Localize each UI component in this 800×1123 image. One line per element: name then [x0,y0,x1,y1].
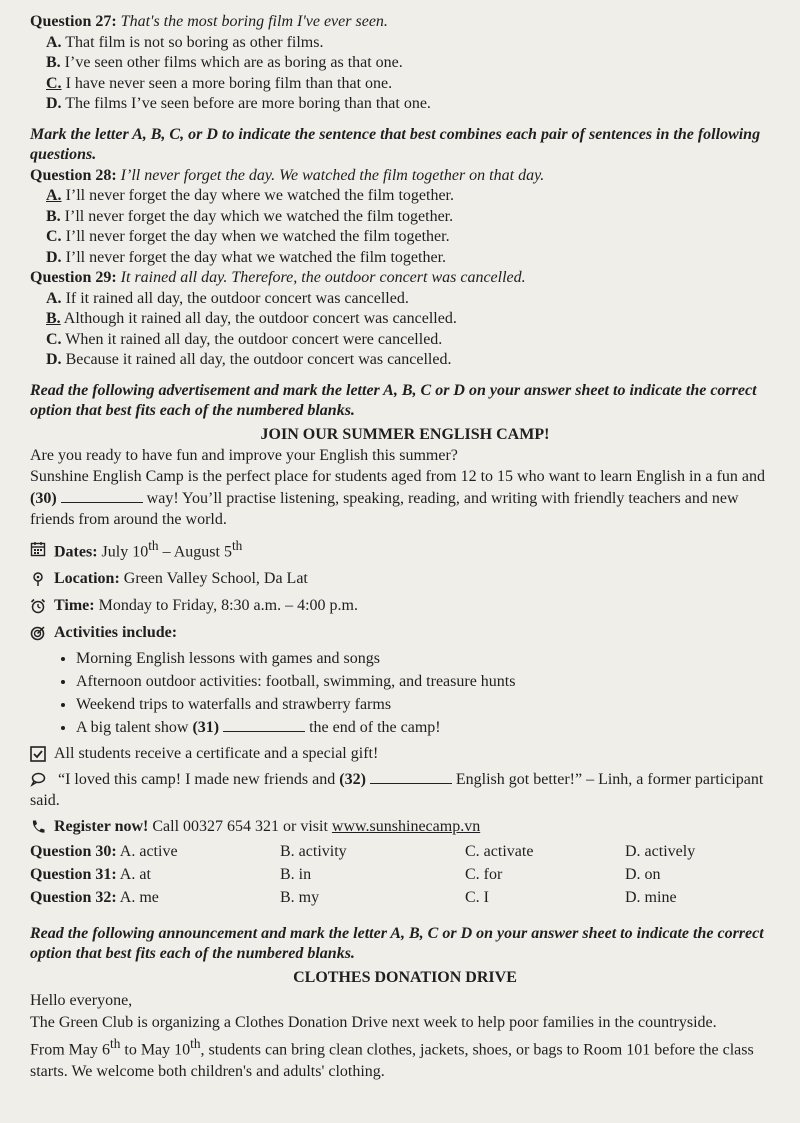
list-item: • Weekend trips to waterfalls and strawberry farms [76,693,780,716]
ad-intro-1: Are you ready to have fun and improve your English this summer? [30,446,458,464]
ad-activities-heading: Activities include: [30,621,780,645]
website-link[interactable]: www.sunshinecamp.vn [331,817,481,835]
blank-31-label: (31) [192,718,220,736]
ad-intro-2: Sunshine English Camp is the perfect place for students aged from 12 to 15 who want to learn English in a fun and (30) way! You’ll practise listening, speaking, reading, and writing with friendly teachers and new friends from around the world. [30,468,765,528]
ad-certificate: All students receive a certificate and a special gift! [30,742,780,766]
option-a: A. If it rained all day, the outdoor concert was cancelled. [46,289,409,307]
question-prompt: That's the most boring film I've ever seen. [120,13,388,30]
blank-32-label: (32) [339,770,366,788]
ad-title: JOIN OUR SUMMER ENGLISH CAMP! [260,425,550,443]
instruction-advertisement: Read the following advertisement and mark the letter A, B, C or D on your answer sheet to indicate the correct option that best fits each of the numbered blanks. [30,381,757,419]
question-29: Question 29: It rained all day. Therefore, the outdoor concert was cancelled. [30,269,526,286]
table-row: Question 30: A. active B. activity C. activate D. actively [30,843,696,861]
speech-bubble-icon [30,771,46,787]
option-c: C. When it rained all day, the outdoor concert were cancelled. [46,330,443,348]
option-c: C. I’ll never forget the day when we watched the film together. [46,228,450,245]
option-a: A. That film is not so boring as other films. [46,33,324,51]
announcement-paragraph-1: The Green Club is organizing a Clothes Donation Drive next week to help poor families in the countryside. [30,1013,717,1031]
ad-location: Location: Green Valley School, Da Lat [30,567,780,591]
table-row: Question 32: A. me B. my C. I D. mine [30,889,677,907]
target-icon [30,625,46,641]
announcement-title: CLOTHES DONATION DRIVE [293,968,517,986]
blank-30 [61,488,143,503]
option-b: B. Although it rained all day, the outdoor concert was cancelled. [46,310,457,327]
option-d: D. The films I’ve seen before are more boring than that one. [46,95,431,112]
announcement-paragraph-2: From May 6th to May 10th, students can bring clean clothes, jackets, shoes, or bags to Room 101 before the class starts. We welcome both children's and adults' clothing. [30,1036,754,1081]
option-a: A. I’ll never forget the day where we watched the film together. [46,187,454,204]
question-label: Question 27: [30,13,117,30]
blank-31 [223,717,305,732]
blank-32 [370,769,452,784]
ad-time: Time: Monday to Friday, 8:30 a.m. – 4:00 p.m. [30,594,780,618]
instruction-combine: Mark the letter A, B, C, or D to indicate the sentence that best combines each pair of sentences in the following questions. [30,125,761,163]
alarm-clock-icon [30,598,46,614]
option-c: C. I have never seen a more boring film than that one. [46,74,393,92]
option-b: B. I’ll never forget the day which we watched the film together. [46,207,454,225]
list-item: • A big talent show (31) the end of the camp! [76,716,780,739]
table-row: Question 31: A. at B. in C. for D. on [30,866,661,884]
blank-30-label: (30) [30,489,57,507]
list-item: • Afternoon outdoor activities: football, swimming, and treasure hunts [76,670,780,693]
calendar-icon [30,541,46,557]
checkbox-icon [30,746,46,762]
list-item: • Morning English lessons with games and songs [76,647,780,670]
ad-quote: “I loved this camp! I made new friends and (32) English got better!” – Linh, a former participant said. [30,770,764,810]
announcement-greeting: Hello everyone, [30,991,133,1009]
option-d: D. Because it rained all day, the outdoor concert was cancelled. [46,351,452,368]
option-b: B. I’ve seen other films which are as boring as that one. [46,54,403,71]
location-pin-icon [30,571,46,587]
instruction-announcement: Read the following announcement and mark the letter A, B, C or D on your answer sheet to indicate the correct option that best fits each of the numbered blanks. [30,924,764,963]
phone-icon [30,819,46,835]
ad-dates: Dates: July 10th – August 5th [30,534,780,564]
answer-options-table [30,841,770,910]
option-d: D. I’ll never forget the day what we watched the film together. [46,248,447,266]
question-27 [30,12,780,33]
activities-list [30,647,780,739]
ad-register: Register now! Call 00327 654 321 or visit www.sunshinecamp.vn [30,815,780,839]
question-28: Question 28: I’ll never forget the day. We watched the film together on that day. [30,166,545,184]
